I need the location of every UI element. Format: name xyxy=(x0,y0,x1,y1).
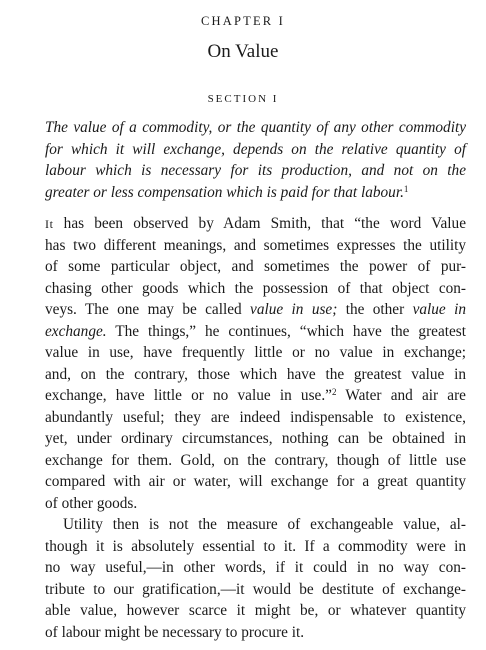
body-text xyxy=(45,213,466,643)
line-text: Water and air are xyxy=(336,387,466,404)
line-text: The things,” he continues, “which have the greatest xyxy=(106,322,466,340)
summary-line-text: greater or less compensation which is paid for that labour. xyxy=(45,183,404,201)
paragraph-line: no way useful,—in other words, if it could in no way con- xyxy=(45,559,466,576)
section-label: SECTION I xyxy=(207,93,279,105)
paragraph-line: chasing other goods which the possession of that object con- xyxy=(45,279,466,297)
line-text: the other xyxy=(337,301,413,318)
footnote-marker: 2 xyxy=(331,387,337,397)
paragraph-line xyxy=(45,213,466,235)
footnote-marker: 1 xyxy=(403,183,409,194)
paragraph-line: has two different meanings, and sometimes expresses the utility xyxy=(45,236,466,254)
chapter-title: On Value xyxy=(207,41,279,62)
section-summary xyxy=(45,117,466,203)
paragraph-line: Utility then is not the measure of exchangeable value, al- xyxy=(63,516,466,533)
paragraph-line: of some particular object, and sometimes the power of pur- xyxy=(45,258,466,275)
paragraph-line: exchange for them. Gold, on the contrary, though of little use xyxy=(45,451,466,469)
paragraph-line: value in use, have frequently little or no value in exchange; xyxy=(45,344,466,361)
summary-line: The value of a commodity, or the quantity of any other commodity xyxy=(45,119,466,136)
paragraph-line: compared with air or water, will exchange for a great quantity xyxy=(45,473,466,490)
summary-line xyxy=(45,182,466,204)
line-text: veys. The one may be called xyxy=(45,301,251,318)
paragraph-line xyxy=(45,385,466,407)
chapter-label: CHAPTER I xyxy=(200,14,286,28)
italic-term: exchange. xyxy=(45,322,107,340)
italic-term: value in xyxy=(412,301,466,318)
paragraph-line: of labour might be necessary to procure it. xyxy=(45,623,305,641)
paragraph-line: able value, however scarce it might be, or whatever quantity xyxy=(45,602,466,619)
line-text: exchange, have little or no value in use.” xyxy=(45,387,332,404)
line-text: has been observed by Adam Smith, that “the word Value xyxy=(53,215,466,232)
summary-line: for which it will exchange, depends on the relative quantity of xyxy=(45,140,466,158)
summary-line: labour which is necessary for its production, and not on the xyxy=(45,162,466,179)
paragraph-line: yet, under ordinary circumstances, nothing can be obtained in xyxy=(45,430,466,447)
paragraph-line xyxy=(45,299,466,321)
small-caps-opening: It xyxy=(45,217,54,231)
paragraph-line: though it is absolutely essential to it. If a commodity were in xyxy=(45,537,466,555)
paragraph-line: and, on the contrary, those which have the greatest value in xyxy=(45,365,466,383)
italic-term: value in use; xyxy=(250,301,338,318)
paragraph-line: abundantly useful; they are indeed indispensable to existence, xyxy=(45,408,466,426)
paragraph-line xyxy=(45,321,466,343)
paragraph-line: tribute to our gratification,—it would be destitute of exchange- xyxy=(45,580,466,598)
paragraph-line: of other goods. xyxy=(45,494,138,512)
